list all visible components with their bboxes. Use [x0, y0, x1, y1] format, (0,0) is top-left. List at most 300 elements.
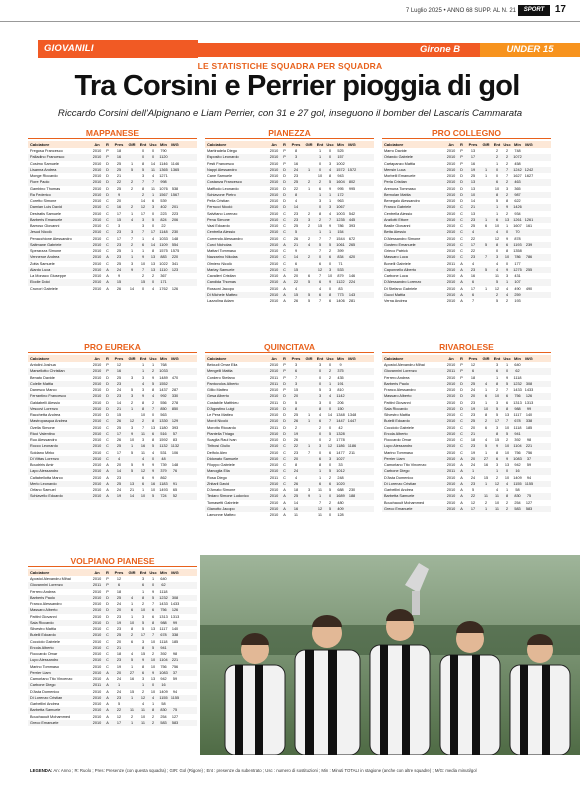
table-cell: 11 [318, 488, 322, 492]
table-cell: 10 [150, 639, 156, 644]
table-cell: 5 [495, 413, 499, 417]
table-cell: A [460, 463, 463, 467]
table-cell: Alardo Luca [30, 267, 51, 272]
table-cell: 7 [471, 299, 475, 303]
table-cell: 23 [116, 627, 122, 631]
table-cell [480, 298, 492, 304]
table-cell: 2010 [446, 155, 456, 160]
table-cell: 678 [160, 633, 167, 638]
table-cell: 9 [505, 456, 509, 461]
table-cell: C [283, 481, 286, 486]
table-cell: 2 [505, 500, 509, 505]
table-cell: 17 [470, 506, 476, 511]
table-cell: A [106, 494, 109, 499]
table-cell: 1 [141, 369, 145, 374]
table-cell: 23 [470, 217, 476, 222]
table-cell: 2010 [446, 242, 456, 247]
table-cell: 6 [141, 481, 145, 486]
table-cell: 2010 [269, 292, 279, 297]
table-cell: 3 [130, 261, 134, 266]
table-cell: 25 [293, 180, 299, 185]
table-cell: 2 [505, 299, 509, 303]
table-cell: 10 [470, 192, 476, 197]
table-cell: 8 [151, 419, 155, 424]
table-cell: D [106, 620, 109, 625]
table-cell: 0 [495, 174, 499, 178]
table-cell: 533 [337, 267, 344, 272]
table-cell: 2 [505, 192, 509, 197]
table-cell: 7 [505, 419, 509, 424]
table-cell [346, 512, 358, 518]
table-cell: C [106, 261, 109, 266]
table-cell: 2 [505, 149, 509, 153]
table-cell: 7 [318, 249, 322, 253]
table-cell: 6 [495, 217, 499, 222]
table-cell: 1155 [159, 695, 168, 700]
table-cell: Maffiodo Leonardo [207, 186, 239, 191]
table-cell: Ercola Alberto [30, 645, 54, 650]
table-cell: 4 [318, 286, 322, 291]
table-cell: 9 [117, 192, 121, 197]
table-cell: 3 [328, 456, 332, 461]
table-cell: 10 [140, 714, 146, 719]
table-cell: 1122 [336, 280, 345, 285]
table-cell: 12 [116, 363, 122, 367]
table-cell: 254 [514, 500, 521, 505]
column-header: R [460, 142, 463, 147]
table-cell: Cosimo Samuele [30, 161, 59, 166]
table-cell: 1 [151, 702, 155, 706]
table-cell: 1 [307, 167, 311, 172]
table-cell: 2010 [92, 702, 102, 706]
table-cell: 1313 [524, 400, 534, 405]
table-cell: 2010 [92, 406, 102, 411]
table-cell: 2 [141, 602, 145, 606]
table-cell: 18 [293, 488, 299, 492]
table-cell: 11 [294, 513, 298, 517]
table-cell: Ricci Valentino [30, 431, 55, 436]
table-cell: 26 [116, 438, 122, 442]
table-cell: 7 [318, 500, 322, 505]
table-cell: D [283, 406, 286, 411]
table-cell: 18 [116, 589, 122, 594]
table-cell: 17 [140, 633, 146, 638]
table-cell: 1607 [513, 224, 522, 228]
table-cell: 16 [293, 506, 299, 511]
table-cell: 193 [514, 299, 521, 303]
table-cell: 1180 [159, 425, 168, 430]
table-cell: 26 [116, 419, 122, 424]
table-cell: 7 [328, 217, 332, 222]
table-cell: 9 [117, 274, 121, 278]
table-cell: 94 [526, 475, 532, 480]
table-cell: 1271 [159, 174, 168, 178]
table-cell: 0 [151, 456, 155, 461]
table-cell: 1689 [336, 494, 345, 499]
article-subhead: Riccardo Corsini dell'Alpignano e Liam Perrier, con 31 e 27 gol, inseguono il bomber del Lascaris Cammarata [57, 108, 523, 119]
table-cell: 16 [483, 463, 489, 467]
table-cell: 1358 [513, 249, 522, 253]
table-cell: Perrier Liam [30, 670, 51, 675]
table-cell: Sperarzza Simone [30, 249, 62, 253]
table-cell: 7 [318, 274, 322, 278]
table-cell: 24 [116, 388, 122, 392]
table-cell: 1433 [170, 602, 180, 606]
table-cell: 1313 [159, 614, 168, 619]
table-cell: 0 [505, 230, 509, 235]
table-cell: 4 [495, 488, 499, 492]
table-cell: 14 [129, 494, 135, 499]
column-header: Min [514, 356, 521, 361]
table-cell: Cocciolo Gabriele [30, 639, 60, 644]
table-row [205, 298, 374, 304]
table-cell: 2010 [446, 286, 456, 291]
table-cell: 37 [526, 456, 532, 461]
table-cell: 399 [337, 249, 344, 253]
table-cell: 58 [515, 488, 520, 492]
table-cell: A [460, 267, 463, 272]
table-cell: 8 [294, 406, 298, 411]
table-cell: 4 [505, 481, 509, 486]
column-header: R [106, 142, 109, 147]
table-cell: D [460, 167, 463, 172]
table-cell: 6 [328, 299, 332, 303]
table-cell: 8 [505, 249, 509, 253]
table-cell: 15 [293, 292, 299, 297]
table-cell: 16 [161, 683, 166, 688]
table-cell: 13 [470, 186, 476, 191]
table-cell: 2 [151, 720, 155, 725]
table-cell: 1 [328, 230, 332, 235]
table-row [382, 298, 551, 304]
table-cell: 2 [130, 714, 134, 719]
table-cell: C [460, 450, 463, 455]
table-cell: 2010 [92, 394, 102, 399]
table-cell: C [283, 469, 286, 474]
table-cell: C [460, 249, 463, 253]
table-cell: 688 [337, 488, 344, 492]
table-cell: C [460, 211, 463, 216]
column-header: Pres [114, 356, 124, 361]
table-cell: 8 [328, 292, 332, 297]
table-cell: 12 [494, 286, 500, 291]
table-cell: P [283, 161, 286, 166]
table-cell: 2 [141, 689, 145, 694]
table-cell: 11 [141, 450, 145, 455]
table-cell: 2010 [446, 400, 456, 405]
table-cell: Piantella Thiago [207, 431, 235, 436]
table-cell: 148 [171, 236, 179, 241]
column-header: GIR [482, 356, 490, 361]
table-cell: 1 [328, 381, 332, 386]
table-cell: 563 [160, 413, 167, 417]
table-cell: 17 [470, 155, 476, 160]
table-cell: 2010 [446, 475, 456, 480]
table-cell: 10 [494, 394, 500, 399]
table-cell: 2010 [446, 450, 456, 455]
table-cell: 1120 [159, 155, 168, 160]
table-cell: Gambino Thomas [30, 186, 61, 191]
table-cell: 2 [495, 149, 499, 153]
table-cell: 724 [160, 494, 167, 499]
table-cell: 367 [160, 274, 167, 278]
table-cell: 10 [504, 475, 510, 480]
table-cell: Carbone Luca [384, 274, 408, 278]
table-cell: A [460, 500, 463, 505]
table-cell: 0 [328, 363, 332, 367]
table-cell: 70 [515, 230, 520, 235]
table-cell: 23 [116, 255, 122, 260]
table-cell: 107 [514, 280, 521, 285]
table-cell: 1148 [159, 230, 168, 235]
table-cell: 1 [495, 375, 499, 380]
table-cell: 2010 [446, 456, 456, 461]
table-cell: 2010 [269, 463, 279, 467]
table-cell: 62 [515, 369, 520, 374]
table-cell: Soldano Mirko [30, 450, 55, 455]
section-label: GIOVANILI [44, 43, 94, 54]
table-cell: 2011 [446, 469, 456, 474]
table-cell: C [283, 267, 286, 272]
table-cell: 191 [337, 381, 344, 386]
table-cell: 16 [116, 205, 122, 210]
table-cell: 2010 [92, 670, 102, 675]
table-cell: 2010 [92, 469, 102, 474]
table-cell: 2010 [269, 236, 279, 241]
table-row [205, 512, 374, 518]
table-cell: 3 [141, 677, 145, 681]
column-header: Pres [468, 356, 478, 361]
table-cell: 14 [327, 413, 333, 417]
table-cell: 8 [318, 463, 322, 467]
table-cell: 1365 [159, 167, 168, 172]
column-header: Usc [326, 142, 334, 147]
table-cell: 2010 [446, 274, 456, 278]
table-cell: 2011 [269, 375, 279, 380]
table-cell: 19 [116, 494, 122, 499]
table-cell: 2 [505, 161, 509, 166]
table-cell: 2010 [92, 174, 102, 178]
table-cell: Greco Emanuele [30, 720, 59, 725]
table-cell: D [283, 394, 286, 399]
table-cell: 2010 [446, 463, 456, 467]
table-cell: 2010 [446, 381, 456, 386]
table-cell: 2010 [92, 199, 102, 203]
table-cell: 1027 [336, 456, 345, 461]
table-cell: Centrella Alessio [207, 230, 236, 235]
table-cell: 76 [172, 469, 178, 474]
table-cell: 83 [338, 286, 343, 291]
table-cell: 9 [130, 431, 134, 436]
table-cell: 16 [129, 677, 135, 681]
table-cell: Zhitaril David [207, 481, 230, 486]
table-cell: Orfano Samuel [30, 488, 56, 492]
table-cell: A [106, 488, 109, 492]
table-cell: 0 [318, 369, 322, 374]
table-cell: 2010 [92, 639, 102, 644]
issue-date: 7 Luglio 2025 • ANNO 68 SUPP. AL N. 21 [405, 8, 516, 14]
table-cell: 4 [307, 242, 311, 247]
table-cell: Ra Federico [30, 192, 51, 197]
table-cell: 1 [130, 255, 134, 260]
table-cell: 265 [348, 242, 356, 247]
table-cell: 8 [495, 192, 499, 197]
table-cell: D [460, 406, 463, 411]
table-header [205, 141, 374, 148]
table-cell: 2010 [269, 363, 279, 367]
table-cell: 5 [318, 242, 322, 247]
table-cell: A [460, 469, 463, 474]
table-cell: 7 [141, 230, 145, 235]
table-cell: 2010 [269, 230, 279, 235]
table-cell: 1 [328, 199, 332, 203]
table-cell: 1142 [336, 394, 345, 399]
table-cell: 1 [130, 249, 134, 253]
table-cell: Candida Thomas [207, 280, 236, 285]
table-cell: Galdabelli Alessio [30, 400, 60, 405]
table-cell: 2 [318, 180, 322, 185]
table-cell: 10 [317, 174, 323, 178]
column-header: Usc [503, 356, 511, 361]
column-header: R [106, 356, 109, 361]
table-cell: 6 [117, 583, 121, 588]
table-cell: 13 [150, 267, 156, 272]
table-cell: 2010 [446, 180, 456, 185]
table-cell: 2010 [92, 608, 102, 613]
table-cell: Manoglia Elia [207, 469, 230, 474]
table-cell: 6 [318, 419, 322, 424]
table-cell: 2010 [269, 419, 279, 424]
table-cell: 1778 [336, 438, 345, 442]
table-cell: 24 [116, 677, 122, 681]
table-cell: 8 [318, 406, 322, 411]
table-cell: A [106, 677, 109, 681]
table-cell: 11 [495, 506, 499, 511]
table-cell: 4 [328, 211, 332, 216]
table-cell: 4 [151, 286, 155, 291]
table-cell: Massaro Luca [384, 255, 408, 260]
table-cell: Greco Emanuele [384, 506, 413, 511]
table-cell: 2010 [269, 149, 279, 153]
table-cell: 8 [495, 431, 499, 436]
table-cell: 6 [471, 292, 475, 297]
table-cell: 2010 [92, 249, 102, 253]
table-cell: P [106, 583, 109, 588]
table-cell: 2011 [269, 475, 279, 480]
table-cell: 2 [151, 274, 155, 278]
table-cell: Mensin Luca [384, 167, 406, 172]
table-cell: 2010 [92, 230, 102, 235]
table-cell: 4 [471, 261, 475, 266]
table-cell: 2010 [446, 167, 456, 172]
table-cell: 12 [494, 236, 500, 241]
table-cell: 27 [483, 456, 489, 461]
table-cell: Morbelli Emanuele [384, 174, 416, 178]
table-cell: 943 [337, 174, 344, 178]
table-cell: 622 [514, 199, 521, 203]
table-cell: Barbetta Samuele [384, 494, 415, 499]
table-cell: Saia Riccardo [384, 406, 408, 411]
table-cell: 2010 [92, 494, 102, 499]
table-cell: Pattini Giovanni [30, 614, 57, 619]
table-cell: 2010 [92, 431, 102, 436]
table-cell [303, 512, 315, 518]
table-cell: 140 [525, 413, 533, 417]
table-cell: 8 [141, 400, 145, 405]
table-cell: 756 [160, 608, 167, 613]
table-cell: 4 [141, 456, 145, 461]
table-cell: Caltabellotta Marco [30, 475, 63, 480]
table-cell: 2010 [92, 456, 102, 461]
table-cell: 862 [160, 475, 167, 480]
table-cell: 1104 [513, 444, 522, 449]
table-cell: 15 [116, 280, 122, 285]
table-cell: 21 [116, 174, 122, 178]
table-cell: 2010 [269, 431, 279, 436]
table-cell: 1117 [159, 627, 168, 631]
table-cell: D [460, 381, 463, 386]
table-cell: 3 [495, 425, 499, 430]
table-cell: C [283, 456, 286, 461]
table-cell: Butelli Edoardo [30, 633, 56, 638]
table-cell: D [283, 438, 286, 442]
column-header: R [460, 356, 463, 361]
table-cell: 23 [470, 400, 476, 405]
team-title: MAPPANESE [28, 128, 197, 139]
table-cell: 2010 [269, 261, 279, 266]
table-cell: 1552 [159, 381, 168, 386]
table-cell: 542 [348, 211, 356, 216]
table-cell: 2010 [269, 469, 279, 474]
table-cell: 1575 [170, 249, 180, 253]
table-cell: 2010 [269, 180, 279, 185]
column-header: Usc [149, 142, 157, 147]
table-cell: D [283, 167, 286, 172]
table-cell: 1033 [159, 369, 168, 374]
table-cell: 7 [141, 267, 145, 272]
top-rule [0, 21, 580, 22]
table-cell: 1 [307, 413, 311, 417]
table-cell: C [283, 463, 286, 467]
table-cell: 802 [348, 180, 356, 185]
table-cell: Esposito Leonardo [207, 155, 239, 160]
table-cell: 5 [318, 388, 322, 392]
table-cell: 24 [470, 388, 476, 392]
table-cell: 2011 [446, 261, 456, 266]
table-cell: 10 [504, 255, 510, 260]
table-cell: 3 [130, 425, 134, 430]
table-cell: 224 [348, 280, 356, 285]
table-cell: 1433 [524, 388, 534, 392]
table-cell: 7 [318, 299, 322, 303]
table-cell: 148 [171, 463, 179, 467]
table-cell: 1604 [336, 180, 345, 185]
table-cell: 2010 [269, 186, 279, 191]
table-cell: D [106, 406, 109, 411]
table-cell: Lisanna Andrea [30, 167, 57, 172]
table-cell: 2010 [92, 419, 102, 424]
table-cell: 0 [318, 431, 322, 436]
table-cell: 431 [514, 274, 521, 278]
table-cell: 4 [328, 394, 332, 399]
table-cell: 6 [318, 261, 322, 266]
table-cell: D [460, 180, 463, 185]
table-cell: D [106, 394, 109, 399]
table-cell: A [106, 286, 109, 291]
article-headline: Tra Corsini e Perrier pioggia di gol [74, 70, 520, 102]
table-cell: 942 [160, 677, 167, 681]
table-cell: 6 [484, 224, 488, 228]
